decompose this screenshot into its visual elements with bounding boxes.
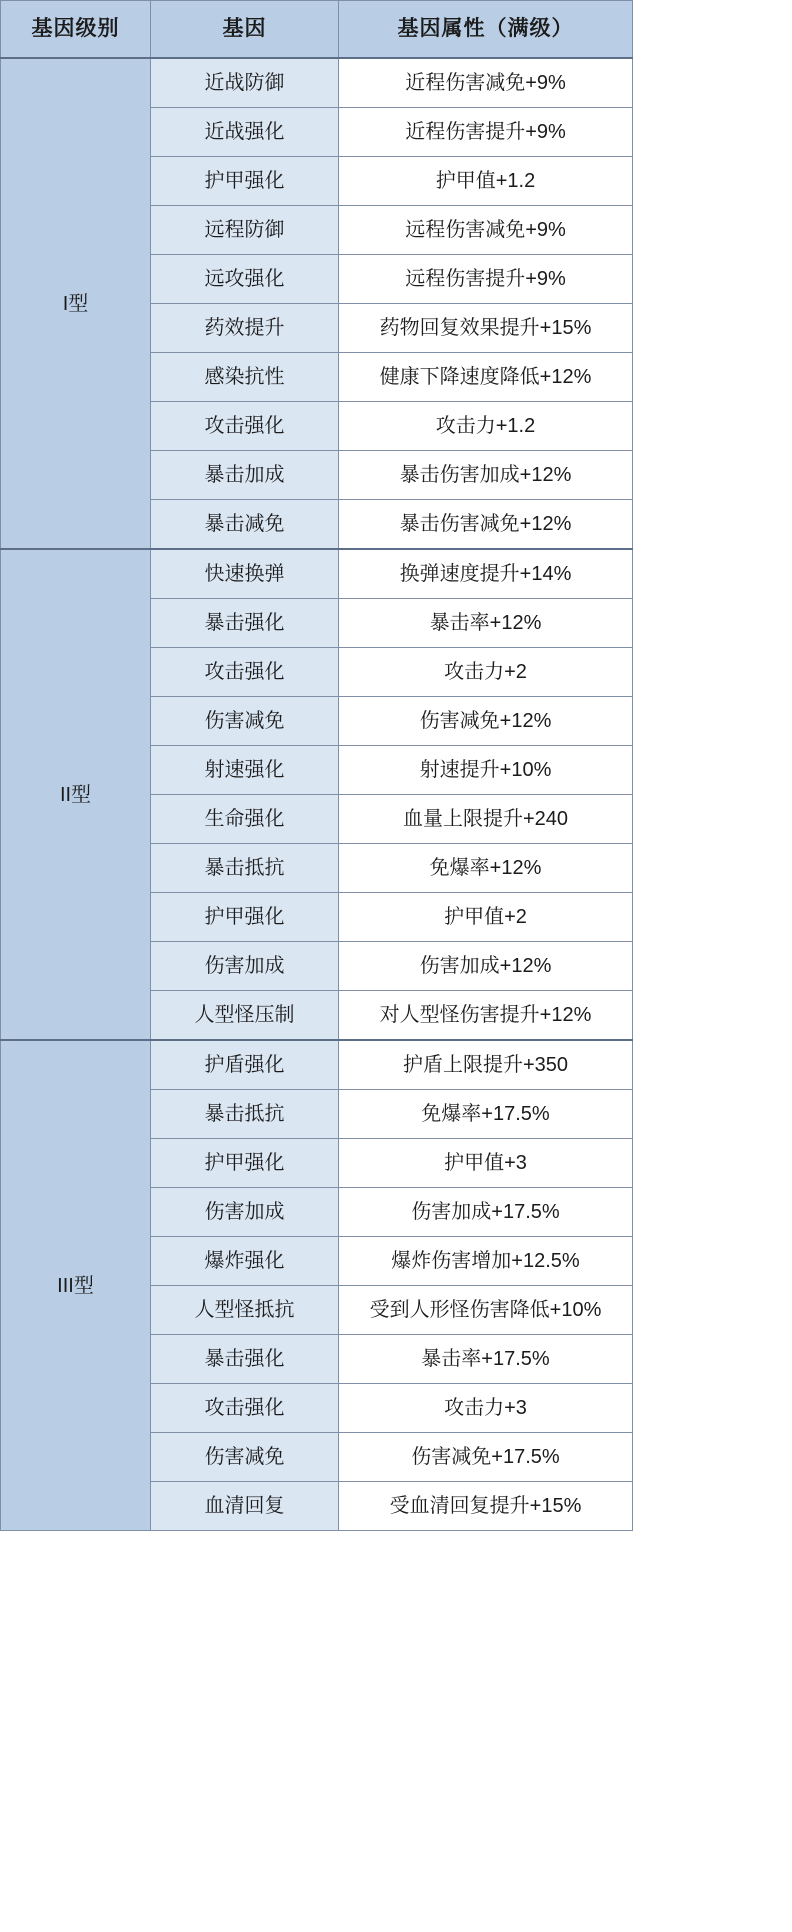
gene-name: 伤害加成 <box>151 942 339 991</box>
gene-attribute: 受到人形怪伤害降低+10% <box>339 1286 633 1335</box>
table-body <box>1 58 633 1531</box>
gene-name: 暴击加成 <box>151 451 339 500</box>
tier-label-3: III型 <box>1 1040 151 1531</box>
gene-name: 人型怪抵抗 <box>151 1286 339 1335</box>
gene-attribute: 免爆率+17.5% <box>339 1090 633 1139</box>
gene-attribute: 健康下降速度降低+12% <box>339 353 633 402</box>
gene-attribute: 近程伤害提升+9% <box>339 108 633 157</box>
gene-attribute: 免爆率+12% <box>339 844 633 893</box>
table-header <box>1 1 633 59</box>
gene-name: 护甲强化 <box>151 157 339 206</box>
gene-attribute: 暴击率+17.5% <box>339 1335 633 1384</box>
gene-name: 暴击强化 <box>151 1335 339 1384</box>
gene-attribute: 远程伤害提升+9% <box>339 255 633 304</box>
gene-attribute: 受血清回复提升+15% <box>339 1482 633 1531</box>
gene-name: 爆炸强化 <box>151 1237 339 1286</box>
gene-name: 护盾强化 <box>151 1040 339 1090</box>
tier-label-1: I型 <box>1 58 151 549</box>
tier-label-2: II型 <box>1 549 151 1040</box>
gene-attribute: 暴击率+12% <box>339 599 633 648</box>
gene-attribute: 暴击伤害加成+12% <box>339 451 633 500</box>
gene-attribute: 远程伤害减免+9% <box>339 206 633 255</box>
gene-name: 暴击抵抗 <box>151 844 339 893</box>
gene-attribute: 药物回复效果提升+15% <box>339 304 633 353</box>
gene-name: 伤害减免 <box>151 1433 339 1482</box>
gene-name: 暴击减免 <box>151 500 339 550</box>
gene-attribute: 射速提升+10% <box>339 746 633 795</box>
gene-attribute: 攻击力+1.2 <box>339 402 633 451</box>
gene-name: 护甲强化 <box>151 893 339 942</box>
gene-attribute: 近程伤害减免+9% <box>339 58 633 108</box>
header-row <box>1 1 633 59</box>
gene-name: 伤害加成 <box>151 1188 339 1237</box>
gene-name: 感染抗性 <box>151 353 339 402</box>
column-header-attribute: 基因属性（满级） <box>339 1 633 59</box>
gene-attribute: 暴击伤害减免+12% <box>339 500 633 550</box>
gene-name: 护甲强化 <box>151 1139 339 1188</box>
gene-name: 药效提升 <box>151 304 339 353</box>
gene-attribute: 伤害加成+12% <box>339 942 633 991</box>
gene-attribute: 护甲值+2 <box>339 893 633 942</box>
gene-name: 近战强化 <box>151 108 339 157</box>
gene-name: 远攻强化 <box>151 255 339 304</box>
column-header-gene: 基因 <box>151 1 339 59</box>
gene-attribute: 攻击力+3 <box>339 1384 633 1433</box>
gene-name: 快速换弹 <box>151 549 339 599</box>
gene-attribute: 护盾上限提升+350 <box>339 1040 633 1090</box>
gene-name: 攻击强化 <box>151 1384 339 1433</box>
gene-attribute: 伤害减免+12% <box>339 697 633 746</box>
gene-attribute: 护甲值+1.2 <box>339 157 633 206</box>
gene-name: 攻击强化 <box>151 402 339 451</box>
gene-attribute: 护甲值+3 <box>339 1139 633 1188</box>
table-row <box>1 1040 633 1090</box>
gene-name: 伤害减免 <box>151 697 339 746</box>
gene-attribute: 对人型怪伤害提升+12% <box>339 991 633 1041</box>
gene-attribute: 换弹速度提升+14% <box>339 549 633 599</box>
gene-attribute: 攻击力+2 <box>339 648 633 697</box>
gene-attribute: 伤害减免+17.5% <box>339 1433 633 1482</box>
column-header-tier: 基因级别 <box>1 1 151 59</box>
gene-name: 暴击抵抗 <box>151 1090 339 1139</box>
table-row <box>1 549 633 599</box>
gene-name: 近战防御 <box>151 58 339 108</box>
gene-attribute: 血量上限提升+240 <box>339 795 633 844</box>
gene-name: 人型怪压制 <box>151 991 339 1041</box>
table-row <box>1 58 633 108</box>
gene-name: 远程防御 <box>151 206 339 255</box>
gene-attribute: 伤害加成+17.5% <box>339 1188 633 1237</box>
gene-name: 生命强化 <box>151 795 339 844</box>
gene-name: 血清回复 <box>151 1482 339 1531</box>
gene-attribute: 爆炸伤害增加+12.5% <box>339 1237 633 1286</box>
gene-name: 射速强化 <box>151 746 339 795</box>
gene-name: 攻击强化 <box>151 648 339 697</box>
gene-name: 暴击强化 <box>151 599 339 648</box>
